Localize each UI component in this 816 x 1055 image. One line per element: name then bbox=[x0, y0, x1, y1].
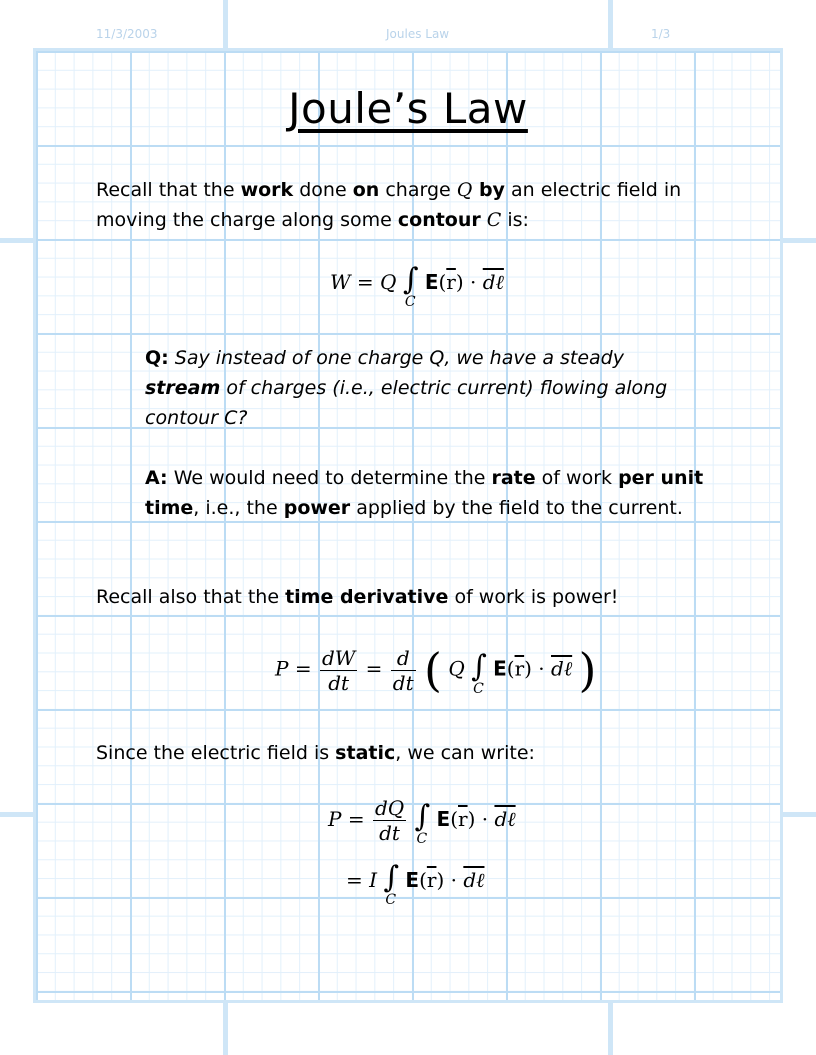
text: of work is power! bbox=[448, 586, 619, 608]
eq-symbol: E bbox=[493, 656, 507, 681]
equation-current-power-line2: = I ∫ C $E(\overline{r})$ · dℓ bbox=[346, 860, 485, 908]
text: done bbox=[293, 179, 353, 201]
answer-block bbox=[145, 463, 705, 523]
integral-sign: ∫ C bbox=[414, 799, 431, 847]
bold-word: on bbox=[352, 179, 380, 201]
paragraph-work bbox=[96, 175, 746, 235]
paragraph-power bbox=[96, 582, 746, 612]
text: We would need to determine the bbox=[167, 467, 492, 489]
eq-symbol: Q bbox=[448, 656, 465, 681]
symbol: C bbox=[480, 209, 502, 231]
header-doc-title: Joules Law bbox=[386, 27, 450, 41]
eq-operator: = bbox=[365, 656, 383, 681]
eq-symbol: dℓ bbox=[482, 270, 504, 294]
paragraph-static bbox=[96, 738, 746, 768]
eq-symbol: I bbox=[369, 868, 378, 892]
eq-operator: = bbox=[294, 656, 312, 681]
text: , i.e., the bbox=[193, 497, 284, 519]
eq-symbol: W bbox=[330, 270, 351, 294]
text: Since the electric field is bbox=[96, 742, 336, 764]
bold-word: time derivative bbox=[285, 586, 449, 608]
fraction: $\frac{dQ}{dt}$ bbox=[374, 796, 405, 845]
eq-symbol: E bbox=[436, 807, 451, 831]
eq-symbol: $\overline{r}$ bbox=[458, 807, 468, 831]
eq-symbol: $\overline{r}$ bbox=[514, 656, 525, 681]
text: is: bbox=[501, 209, 529, 231]
header-page-number: 1/3 bbox=[651, 27, 671, 41]
text: charge bbox=[379, 179, 457, 201]
eq-symbol: E bbox=[424, 270, 439, 294]
eq-operator: · bbox=[470, 270, 477, 294]
eq-operator: · bbox=[450, 868, 457, 892]
eq-symbol: $\overline{r}$ bbox=[426, 868, 437, 892]
eq-symbol: P bbox=[328, 807, 342, 831]
eq-symbol: Q bbox=[380, 270, 397, 294]
eq-operator: · bbox=[481, 807, 489, 831]
eq-symbol: $\overline{r}$ bbox=[446, 270, 456, 294]
question-label: Q: bbox=[145, 347, 169, 369]
text: Recall also that the bbox=[96, 586, 286, 608]
eq-symbol: P bbox=[275, 656, 289, 681]
integral-sign: ∫ C bbox=[471, 648, 487, 697]
text: an electric field in moving the charge along some bbox=[96, 179, 682, 231]
fraction: $\frac{d}{dt}$ bbox=[392, 645, 414, 695]
equation-work: W = Q ∫ C $E(\overline{r})$ · dℓ bbox=[330, 262, 504, 310]
answer-label: A: bbox=[145, 467, 168, 489]
bold-word: per unit time bbox=[145, 467, 704, 519]
header-date: 11/3/2003 bbox=[96, 27, 158, 41]
text: of charges (i.e., electric current) flowing along contour C? bbox=[145, 377, 668, 429]
eq-operator: = bbox=[346, 868, 363, 892]
text: applied by the field to the current. bbox=[350, 497, 683, 519]
eq-symbol: dℓ bbox=[551, 656, 573, 681]
text: , we can write: bbox=[395, 742, 535, 764]
bold-word: stream bbox=[145, 377, 221, 399]
eq-symbol: E bbox=[405, 868, 420, 892]
integral-sign: ∫ C bbox=[383, 860, 400, 908]
bold-word: contour bbox=[397, 209, 481, 231]
eq-operator: · bbox=[538, 656, 545, 681]
integral-sign: ∫ C bbox=[402, 262, 419, 310]
paren: ) bbox=[578, 643, 597, 697]
bold-word: rate bbox=[491, 467, 536, 489]
paren: ( bbox=[424, 643, 442, 697]
bold-word: static bbox=[335, 742, 396, 764]
symbol: Q bbox=[456, 179, 473, 201]
bold-word: power bbox=[283, 497, 351, 519]
bold-word: work bbox=[240, 179, 294, 201]
eq-symbol: dℓ bbox=[494, 807, 516, 831]
text: Recall that the bbox=[96, 179, 241, 201]
text: Say instead of one charge Q, we have a steady bbox=[168, 347, 624, 369]
fraction: $\frac{dW}{dt}$ bbox=[321, 645, 356, 695]
text: of work bbox=[535, 467, 619, 489]
question-block bbox=[145, 343, 705, 433]
eq-operator: = bbox=[347, 807, 365, 831]
equation-power: P = $\frac{dW}{dt}$ = $\frac{d}{dt}$ ( Q ∫ C $E(\overline{r})$ · dℓ ) bbox=[275, 643, 597, 697]
page-title: Joule’s Law bbox=[288, 84, 528, 133]
eq-operator: = bbox=[356, 270, 374, 294]
equation-current-power: P = $\frac{dQ}{dt}$ ∫ C $E(\overline{r})$ · dℓ bbox=[328, 796, 516, 847]
eq-symbol: dℓ bbox=[463, 868, 485, 892]
bold-word: by bbox=[472, 179, 505, 201]
